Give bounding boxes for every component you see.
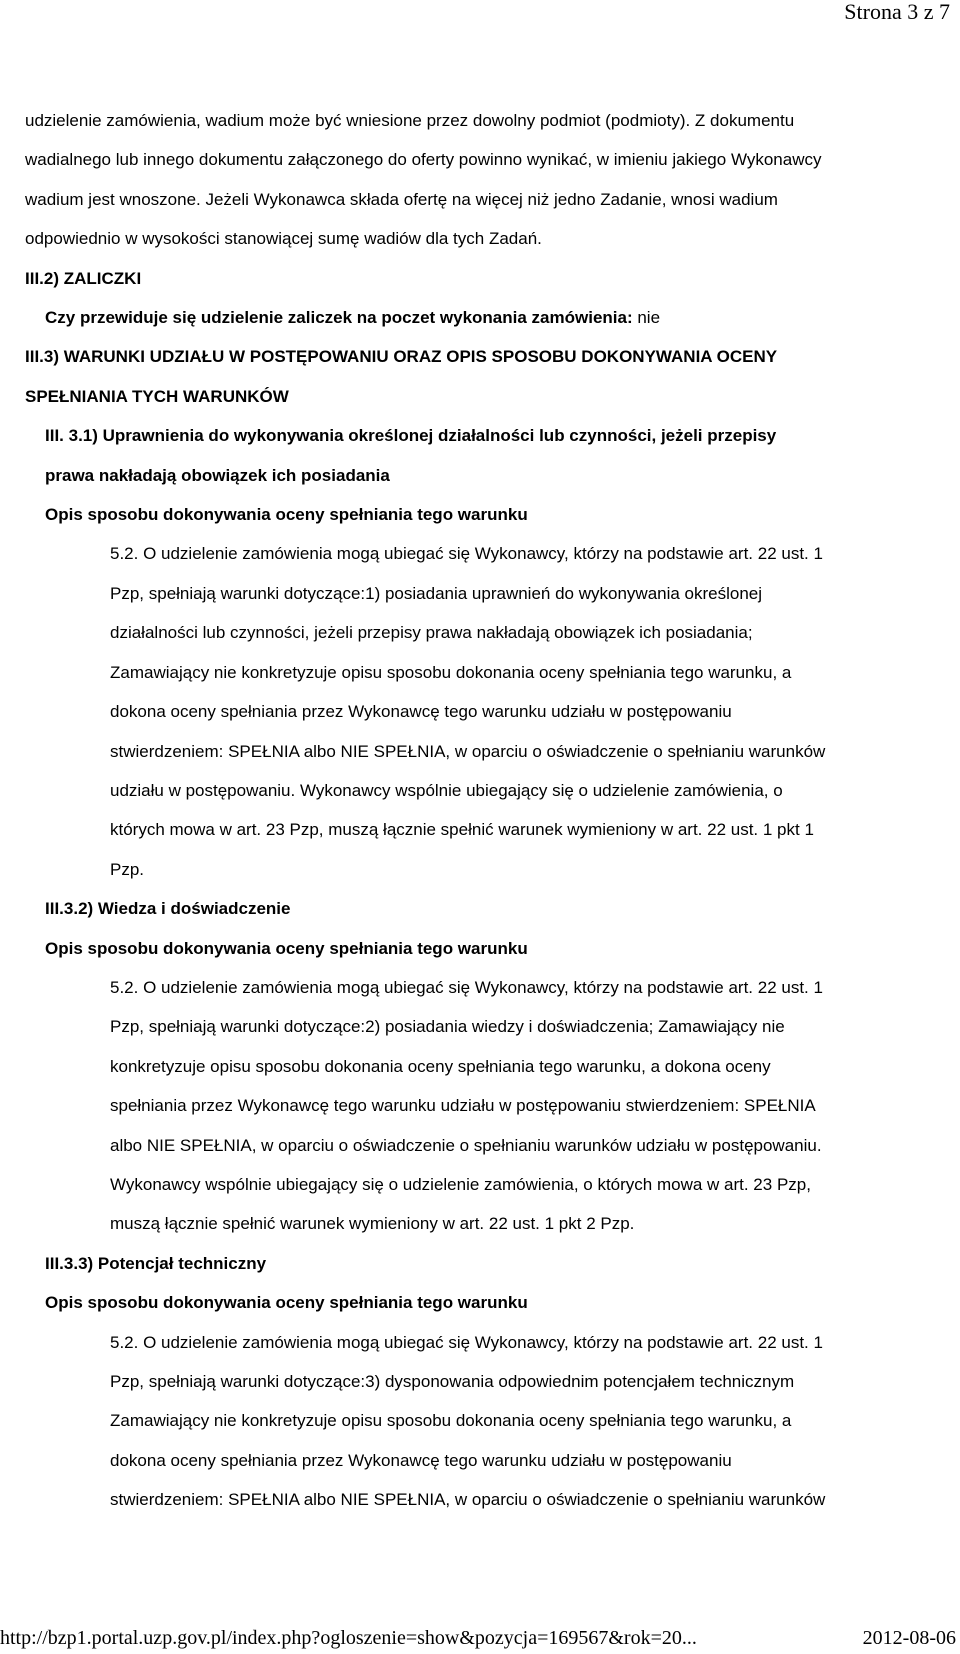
section-heading-warunki: SPEŁNIANIA TYCH WARUNKÓW (25, 386, 289, 406)
zaliczki-question-row (25, 298, 945, 337)
text-line: Pzp. (110, 859, 145, 879)
opis-label: Opis sposobu dokonywania oceny spełniania tego warunku (45, 1293, 528, 1313)
section-heading-zaliczki: III.2) ZALICZKI (25, 268, 142, 288)
text-line: albo NIE SPEŁNIA, w oparciu o oświadczenie o spełnianiu warunków udziału w postępowaniu. (110, 1135, 822, 1155)
zaliczki-answer: nie (632, 308, 661, 328)
text-line: dokona oceny spełniania przez Wykonawcę tego warunku udziału w postępowaniu (110, 702, 732, 722)
text-line: wadium jest wnoszone. Jeżeli Wykonawca składa ofertę na więcej niż jedno Zadanie, wnosi wadium (25, 189, 778, 209)
subsection-title: III.3.2) Wiedza i doświadczenie (45, 899, 291, 919)
text-line: Wykonawcy wspólnie ubiegający się o udzielenie zamówienia, o których mowa w art. 23 Pzp, (110, 1174, 811, 1194)
footer-url: http://bzp1.portal.uzp.gov.pl/index.php?ogloszenie=show&pozycja=169567&rok=20... (0, 1627, 697, 1649)
text-line: Zamawiający nie konkretyzuje opisu sposobu dokonania oceny spełniania tego warunku, a (110, 662, 792, 682)
subsection-title: prawa nakładają obowiązek ich posiadania (45, 465, 390, 485)
zaliczki-question: Czy przewiduje się udzielenie zaliczek na poczet wykonania zamówienia: (45, 308, 633, 328)
text-line: 5.2. O udzielenie zamówienia mogą ubiegać się Wykonawcy, którzy na podstawie art. 22 ust. 1 (110, 544, 823, 564)
text-line: wadialnego lub innego dokumentu załączonego do oferty powinno wynikać, w imieniu jakiego Wykonawcy (25, 150, 822, 170)
text-line: udzielenie zamówienia, wadium może być wniesione przez dowolny podmiot (podmioty). Z dokumentu (25, 111, 795, 130)
page-number: Strona 3 z 7 (844, 0, 950, 24)
section-heading-warunki: III.3) WARUNKI UDZIAŁU W POSTĘPOWANIU ORAZ OPIS SPOSOBU DOKONYWANIA OCENY (25, 347, 778, 367)
text-line: Pzp, spełniają warunki dotyczące:3) dysponowania odpowiednim potencjałem technicznym (110, 1372, 795, 1391)
text-line: spełniania przez Wykonawcę tego warunku udziału w postępowaniu stwierdzeniem: SPEŁNIA (110, 1096, 816, 1116)
document-body (25, 101, 945, 1520)
text-line: muszą łącznie spełnić warunek wymieniony w art. 22 ust. 1 pkt 2 Pzp. (110, 1214, 635, 1234)
text-line: udziału w postępowaniu. Wykonawcy wspólnie ubiegający się o udzielenie zamówienia, o (110, 780, 783, 800)
text-line: Pzp, spełniają warunki dotyczące:2) posiadania wiedzy i doświadczenia; Zamawiający nie (110, 1017, 785, 1037)
footer-date: 2012-08-06 (862, 1627, 956, 1649)
opis-label: Opis sposobu dokonywania oceny spełniania tego warunku (45, 505, 528, 525)
opis-label: Opis sposobu dokonywania oceny spełniania tego warunku (45, 938, 528, 958)
text-line: 5.2. O udzielenie zamówienia mogą ubiegać się Wykonawcy, którzy na podstawie art. 22 ust. 1 (110, 1332, 823, 1352)
text-line: których mowa w art. 23 Pzp, muszą łącznie spełnić warunek wymieniony w art. 22 ust. 1 pkt 1 (110, 820, 814, 840)
text-line: konkretyzuje opisu sposobu dokonania oceny spełniania tego warunku, a dokona oceny (110, 1056, 771, 1076)
subsection-title: III. 3.1) Uprawnienia do wykonywania określonej działalności lub czynności, jeżeli przepisy (45, 426, 777, 446)
text-line: działalności lub czynności, jeżeli przepisy prawa nakładają obowiązek ich posiadania; (110, 623, 753, 643)
text-line: stwierdzeniem: SPEŁNIA albo NIE SPEŁNIA, w oparciu o oświadczenie o spełnianiu warunków (110, 741, 826, 761)
text-line: stwierdzeniem: SPEŁNIA albo NIE SPEŁNIA, w oparciu o oświadczenie o spełnianiu warunków (110, 1490, 826, 1510)
text-line: Zamawiający nie konkretyzuje opisu sposobu dokonania oceny spełniania tego warunku, a (110, 1411, 792, 1431)
text-line: dokona oceny spełniania przez Wykonawcę tego warunku udziału w postępowaniu (110, 1450, 732, 1470)
text-line: odpowiednio w wysokości stanowiącej sumę wadiów dla tych Zadań. (25, 229, 542, 249)
text-line: Pzp, spełniają warunki dotyczące:1) posiadania uprawnień do wykonywania określonej (110, 583, 763, 603)
subsection-title: III.3.3) Potencjał techniczny (45, 1253, 267, 1273)
text-line: 5.2. O udzielenie zamówienia mogą ubiegać się Wykonawcy, którzy na podstawie art. 22 ust. 1 (110, 977, 823, 997)
page-footer (0, 1626, 956, 1650)
